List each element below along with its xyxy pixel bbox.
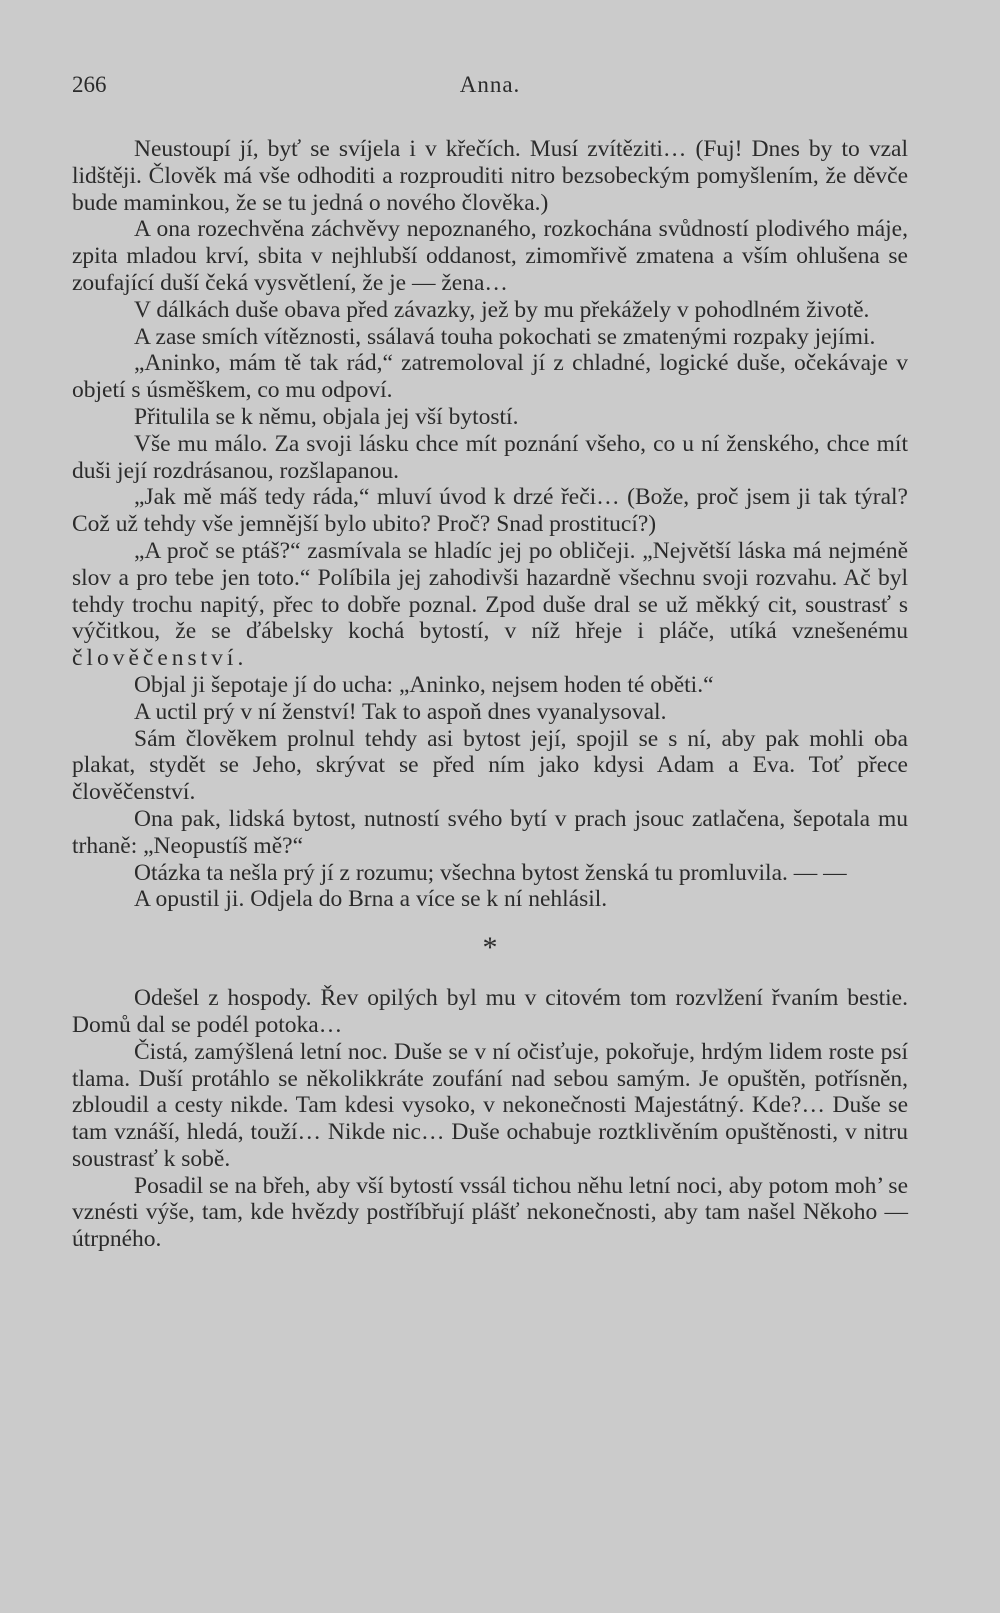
paragraph: „Aninko, mám tě tak rád,“ zatremoloval jí z chladné, logické duše, očekávaje v objetí s úsměškem, co mu odpoví. bbox=[72, 350, 908, 404]
paragraph-text: „A proč se ptáš?“ zasmívala se hladíc jej po obličeji. „Největší láska má nejméně slov a pro tebe jen toto.“ Políbila jej zahodivši hazardně všechnu svoji rozvahu. Ač byl tehdy trochu napitý, přec to dobře poznal. Zpod duše dral se už měkký cit, soustrasť s výčitkou, že se ďábelsky kochá bytostí, v níž hřeje i pláče, utíká vznešenému bbox=[72, 537, 908, 645]
paragraph: A opustil ji. Odjela do Brna a více se k ní nehlásil. bbox=[134, 886, 608, 913]
paragraph: Vše mu málo. Za svoji lásku chce mít poznání všeho, co u ní ženského, chce mít duši její rozdrásanou, rozšlapanou. bbox=[72, 430, 908, 484]
spaced-emphasis: člověčenství bbox=[72, 645, 238, 672]
paragraph: Přitulila se k němu, objala jej vší bytostí. bbox=[134, 403, 519, 430]
paragraph: A ona rozechvěna záchvěvy nepoznaného, rozkochána svůdností plodivého máje, zpita mladou krví, sbita v nejhlubší oddanost, zimomřivě zmatena a vším ohlušena se zoufající duší čeká vysvětlení, že je — žena… bbox=[72, 216, 908, 296]
page-number: 266 bbox=[72, 72, 107, 97]
paragraph: Otázka ta nešla prý jí z rozumu; všechna bytost ženská tu promluvila. — — bbox=[134, 859, 847, 886]
body-text bbox=[72, 136, 908, 1253]
paragraph: Ona pak, lidská bytost, nutností svého bytí v prach jsouc zatlačena, šepotala mu trhaně: „Neopustíš mě?“ bbox=[72, 805, 908, 859]
paragraph: A uctil prý v ní ženství! Tak to aspoň dnes vyanalysoval. bbox=[134, 698, 667, 725]
section-separator: * bbox=[482, 931, 498, 965]
paragraph: Odešel z hospody. Řev opilých byl mu v citovém tom rozvlžení řvaním bestie. Domů dal se podél potoka… bbox=[72, 985, 908, 1038]
page-header bbox=[72, 72, 908, 106]
paragraph bbox=[72, 538, 908, 672]
paragraph: Sám člověkem prolnul tehdy asi bytost její, spojil se s ní, aby pak mohli oba plakat, stydět se Jeho, skrývat se před ním jako kdysi Adam a Eva. Toť přece člověčenství. bbox=[72, 725, 908, 806]
paragraph: A zase smích vítěznosti, ssálavá touha pokochati se zmatenými rozpaky jejími. bbox=[134, 323, 876, 350]
paragraph: Čistá, zamýšlená letní noc. Duše se v ní očisťuje, pokořuje, hrdým lidem roste psí tlama. Duší protáhlo se několikkráte zoufání nad sebou samým. Je opuštěn, potřísněn, zbloudil a cesty nikde. Tam kdesi vysoko, v nekonečnosti Majestátný. Kde?… Duše se tam vznáší, hledá, touží… Nikde nic… Duše ochabuje roztklivěním opuštěnosti, v nitru soustrasť k sobě. bbox=[72, 1038, 908, 1172]
paragraph: Objal ji šepotaje jí do ucha: „Aninko, nejsem hoden té oběti.“ bbox=[134, 671, 714, 698]
paragraph: Posadil se na břeh, aby vší bytostí vssál tichou něhu letní noci, aby potom moh’ se vznésti výše, tam, kde hvězdy postříbřují plášť nekonečnosti, aby tam našel Někoho — útrpného. bbox=[72, 1172, 908, 1253]
paragraph: „Jak mě máš tedy ráda,“ mluví úvod k drzé řeči… (Bože, proč jsem ji tak týral? Což už tehdy vše jemnější bylo ubito? Proč? Snad prostitucí?) bbox=[72, 484, 908, 538]
paragraph: V dálkách duše obava před závazky, jež by mu překážely v pohodlném životě. bbox=[134, 296, 870, 323]
paragraph: Neustoupí jí, byť se svíjela i v křečích. Musí zvítěziti… (Fuj! Dnes by to vzal lidštěji. Člověk má vše odhoditi a rozprouditi nitro bezsobeckým pomyšlením, že děvče bude maminkou, že se tu jedná o nového člověka.) bbox=[72, 136, 908, 216]
paragraph-end: . bbox=[237, 645, 244, 672]
running-title: Anna. bbox=[459, 72, 521, 97]
